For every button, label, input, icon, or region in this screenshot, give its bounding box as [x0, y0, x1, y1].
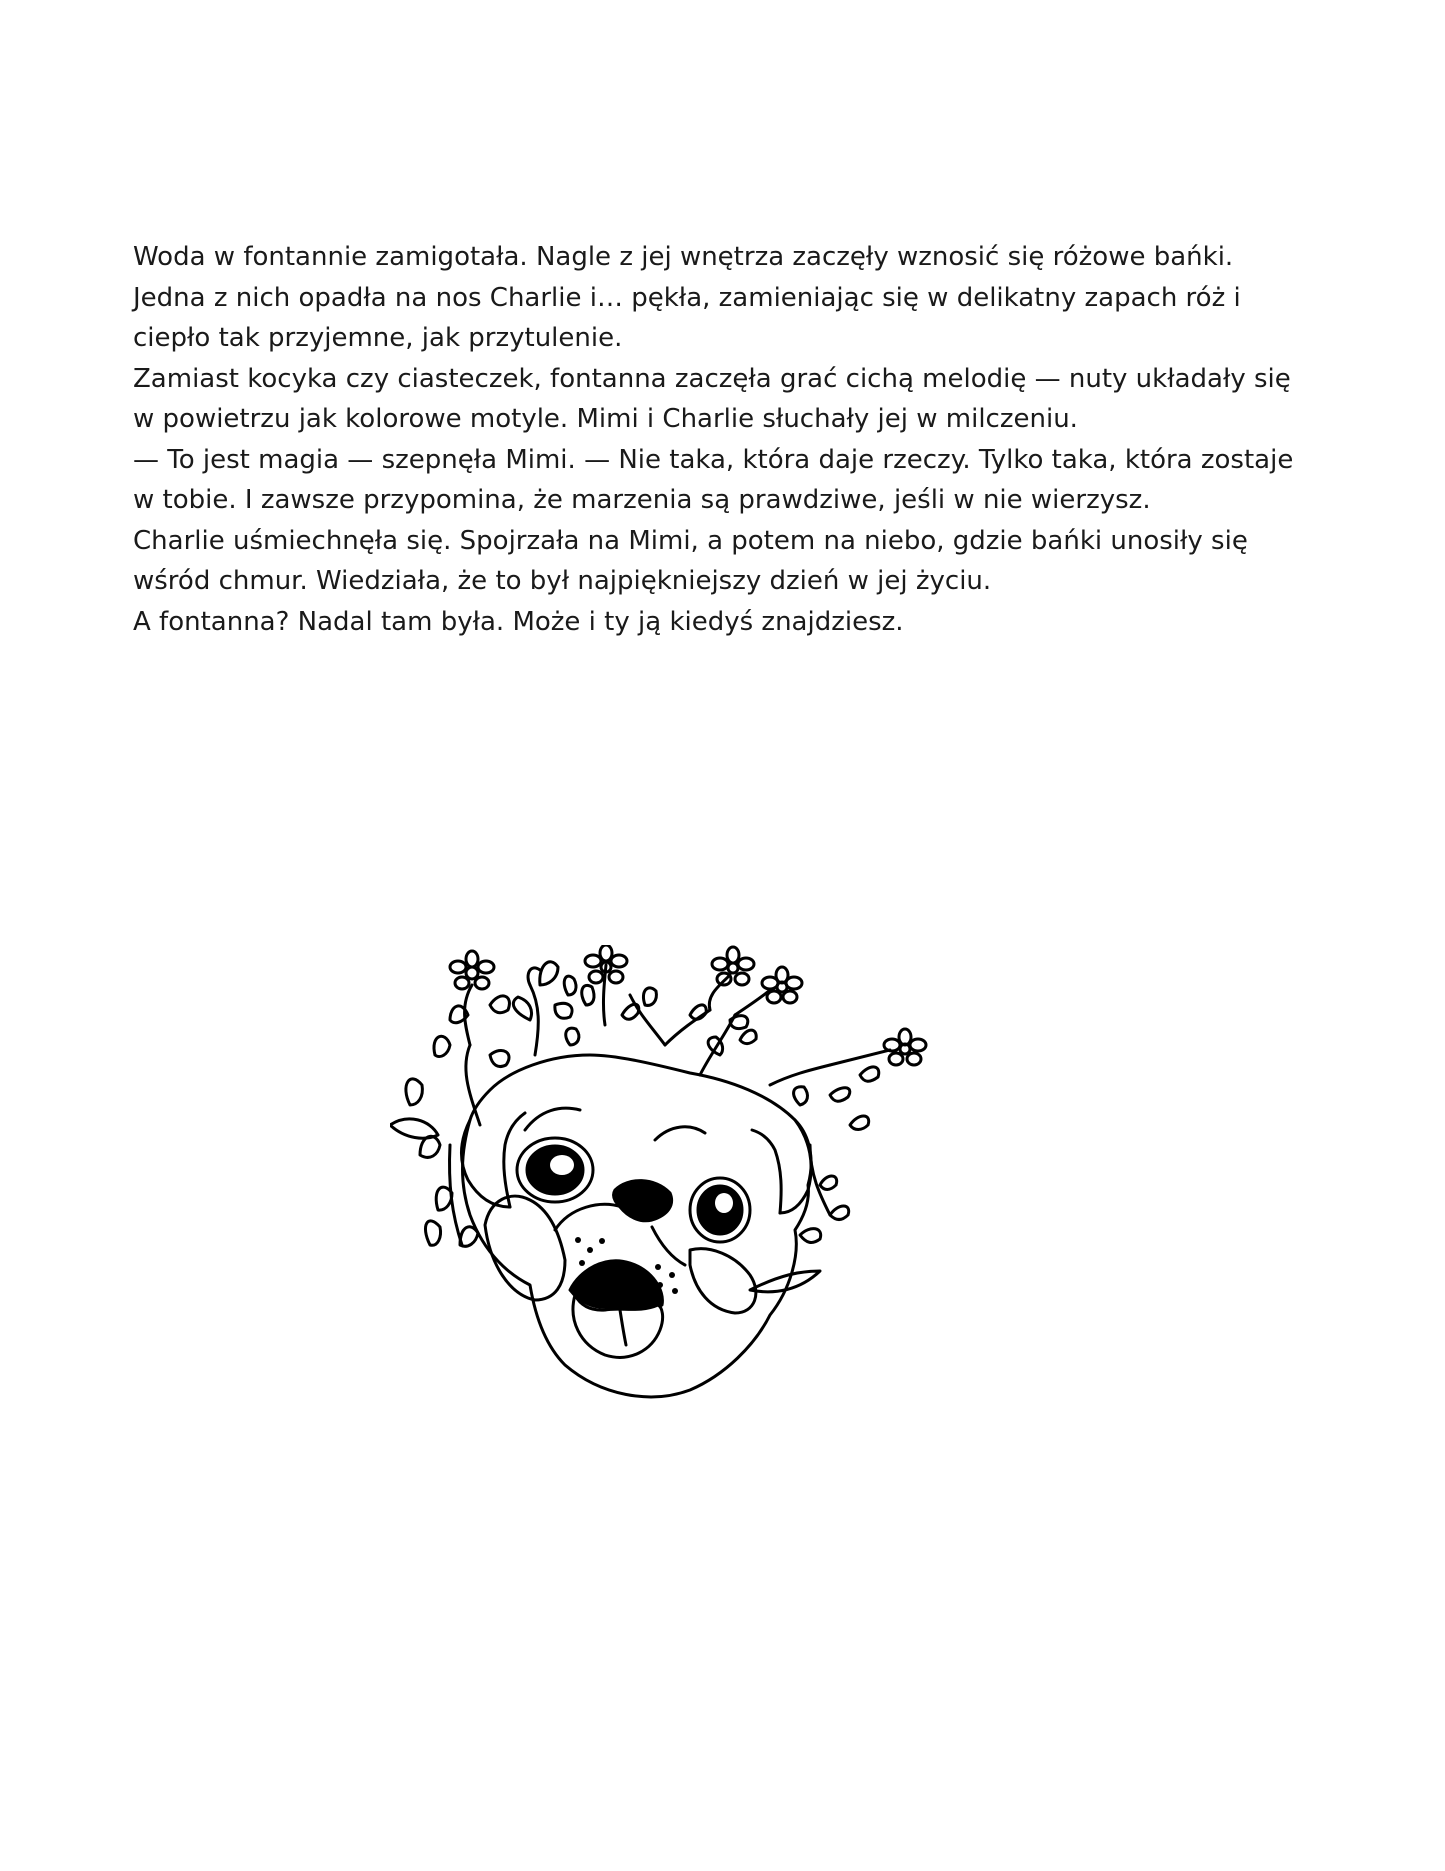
paragraph-1: Woda w fontannie zamigotała. Nagle z jej wnętrza zaczęły wznosić się różowe bańki. Jedna z nich opadła na nos Charlie i… pękła, zamieniając się w delikatny zapach róż i ciepło tak przyjemne, jak przytulenie.: [133, 242, 1249, 353]
story-text: [133, 237, 1313, 642]
right-foliage: [700, 967, 926, 1292]
paragraph-4: Charlie uśmiechnęła się. Spojrzała na Mimi, a potem na niebo, gdzie bańki unosiły się wśród chmur. Wiedziała, że to był najpiękniejszy dzień w jej życiu.: [133, 525, 1257, 596]
paragraph-5: A fontanna? Nadal tam była. Może i ty ją kiedyś znajdziesz.: [133, 606, 904, 637]
paragraph-2: Zamiast kocyka czy ciasteczek, fontanna zaczęła grać cichą melodię — nuty układały się w powietrzu jak kolorowe motyle. Mimi i Charlie słuchały jej w milczeniu.: [133, 363, 1300, 434]
pug-with-flowers-icon: [390, 945, 1050, 1545]
paragraph-3: — To jest magia — szepnęła Mimi. — Nie taka, która daje rzeczy. Tylko taka, która zostaje w tobie. I zawsze przypomina, że marzenia są prawdziwe, jeśli w nie wierzysz.: [133, 444, 1302, 515]
pug-head: [461, 1055, 811, 1397]
